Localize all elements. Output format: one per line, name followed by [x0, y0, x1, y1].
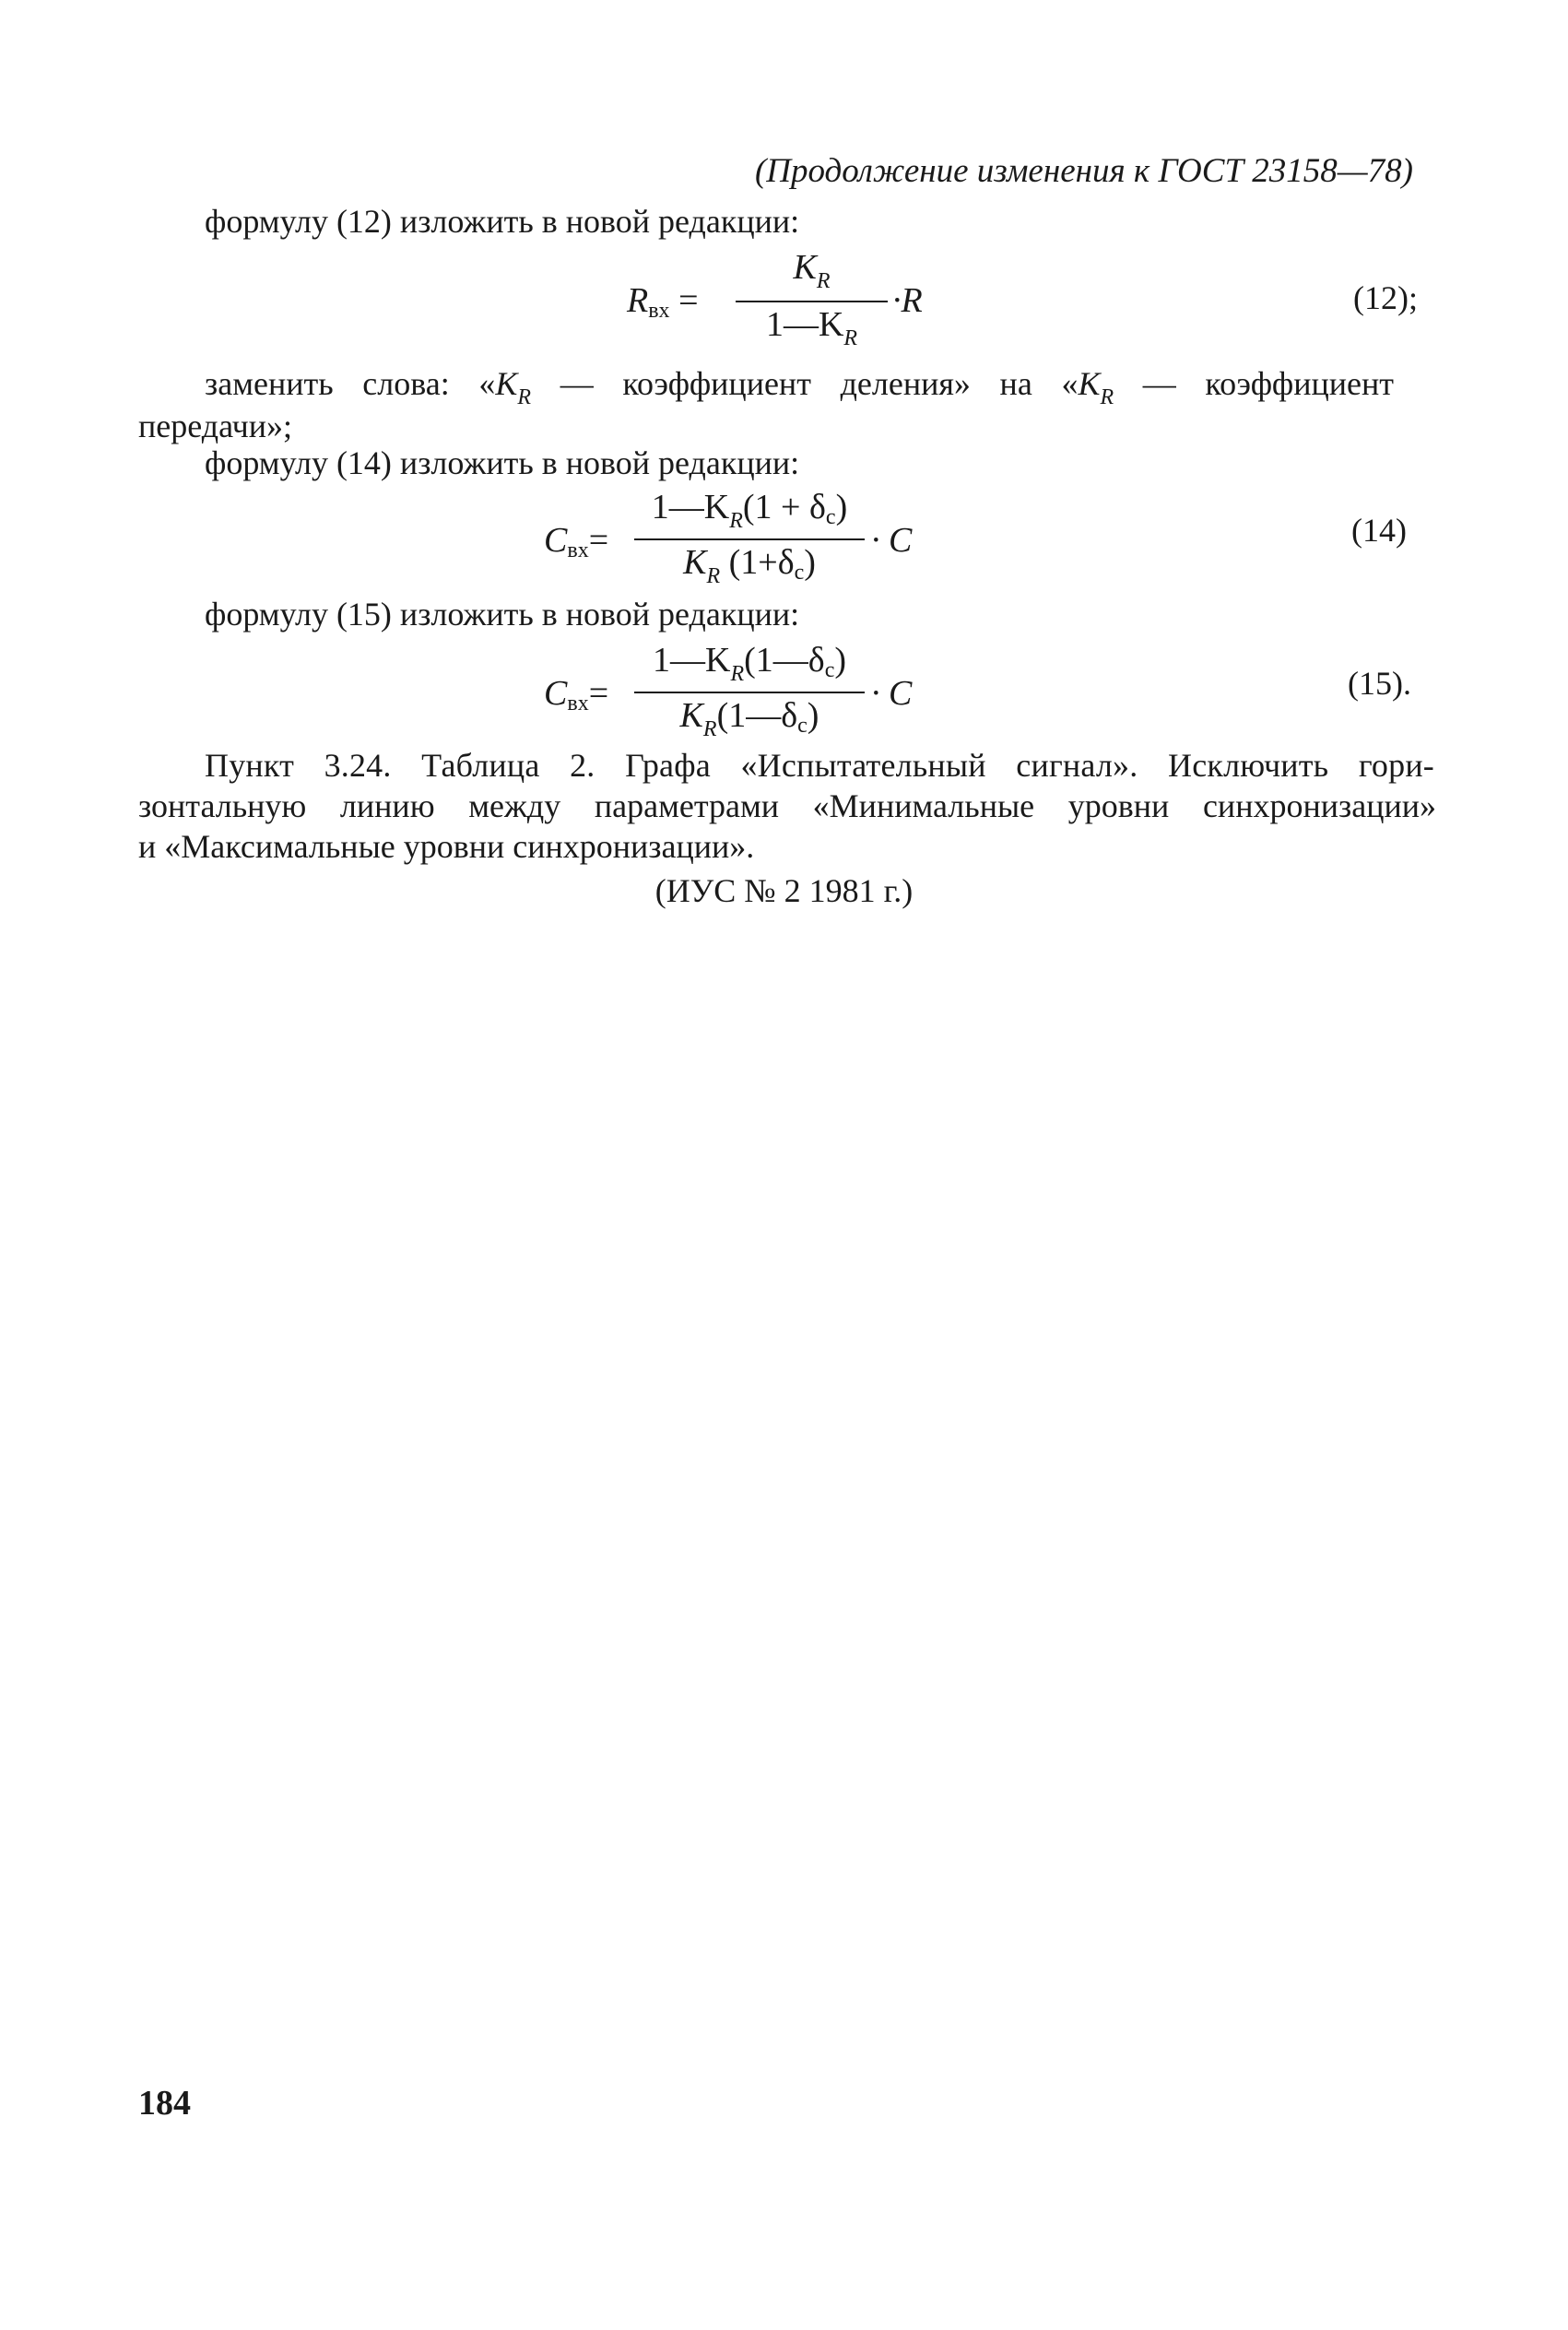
formula-14-lhs-sub: вх	[567, 538, 589, 562]
formula-15-num-delta-sub: с	[824, 658, 835, 682]
formula-15-den-sub: R	[702, 717, 717, 741]
formula-15-num-close: )	[834, 641, 846, 680]
formula-12-num-sub: R	[816, 269, 831, 293]
running-header: (Продолжение изменения к ГОСТ 23158—78)	[754, 152, 1413, 190]
formula-15-rhs: · C	[871, 674, 913, 713]
formula-14-bar	[634, 538, 865, 540]
formula-15-den-post: (1—δ	[716, 696, 798, 735]
formula-14-num-sub: R	[729, 509, 743, 533]
formula-15-eq: =	[588, 674, 609, 713]
page-number: 184	[138, 2084, 191, 2123]
formula-15-fraction	[634, 640, 865, 749]
formula-15-den-close: )	[807, 696, 819, 735]
text-line-horizontal-line: зонтальную линию между параметрами «Минимальные уровни синхронизации»	[138, 787, 1436, 824]
formula-15-den-delta-sub: с	[797, 714, 808, 738]
replace-words-k2-sub: R	[1100, 385, 1114, 409]
formula-14-den-k: K	[683, 543, 707, 582]
formula-15-den-k: K	[679, 696, 703, 735]
formula-14-num-pre: 1—K	[651, 488, 730, 526]
formula-12	[627, 247, 940, 358]
formula-15-number: (15).	[1348, 665, 1411, 702]
text-line-max-levels: и «Максимальные уровни синхронизации».	[138, 828, 755, 865]
formula-12-bar	[736, 301, 888, 302]
formula-12-rhs: ·R	[892, 281, 923, 320]
formula-14-fraction	[634, 487, 865, 596]
text-line-formula15-intro: формулу (15) изложить в новой редакции:	[205, 596, 800, 633]
formula-15-bar	[634, 692, 865, 693]
formula-12-number: (12);	[1353, 279, 1418, 316]
formula-14-lhs: C	[544, 521, 568, 560]
formula-15-num-sub: R	[730, 662, 745, 686]
formula-14-den-sub: R	[706, 564, 721, 588]
text-line-item-3-24: Пункт 3.24. Таблица 2. Графа «Испытательный сигнал». Исключить гори-	[205, 747, 1434, 784]
formula-15-lhs: C	[544, 674, 568, 713]
text-line-replace-words	[205, 363, 1394, 418]
formula-12-fraction	[736, 247, 888, 358]
formula-14-den-close: )	[804, 543, 816, 582]
formula-14-den-delta-sub: с	[794, 561, 805, 585]
replace-words-k1-sub: R	[517, 385, 532, 409]
formula-15-lhs-sub: вх	[567, 692, 589, 716]
text-line-formula12-intro: формулу (12) изложить в новой редакции:	[205, 203, 800, 240]
replace-words-part2: — коэффициент деления» на «	[531, 365, 1079, 402]
formula-14-num-post: (1 + δ	[742, 488, 826, 526]
source-reference: (ИУС № 2 1981 г.)	[654, 872, 914, 909]
replace-words-k1: K	[495, 365, 518, 402]
formula-15-num-pre: 1—K	[653, 641, 731, 680]
formula-14-den-post: (1+δ	[720, 543, 795, 582]
formula-12-den: 1—K	[765, 305, 844, 344]
formula-12-lhs-sub: вх	[648, 299, 670, 323]
replace-words-k2: K	[1078, 365, 1101, 402]
formula-14-num-delta-sub: с	[825, 505, 836, 529]
formula-12-lhs: R	[627, 281, 649, 320]
formula-15-num-post: (1—δ	[744, 641, 825, 680]
formula-12-num: K	[793, 248, 817, 287]
replace-words-part1: заменить слова: «	[205, 365, 496, 402]
text-line-transfer: передачи»;	[138, 408, 292, 444]
formula-14-eq: =	[588, 521, 609, 560]
text-line-formula14-intro: формулу (14) изложить в новой редакции:	[205, 444, 800, 481]
formula-15	[544, 640, 931, 749]
formula-12-den-sub: R	[843, 326, 858, 350]
formula-12-eq: =	[669, 281, 699, 320]
formula-14-num-close: )	[835, 488, 848, 526]
formula-14-rhs: · C	[871, 521, 913, 560]
formula-14-number: (14)	[1351, 512, 1407, 549]
replace-words-part3: — коэффициент	[1114, 365, 1394, 402]
formula-14	[544, 487, 931, 596]
